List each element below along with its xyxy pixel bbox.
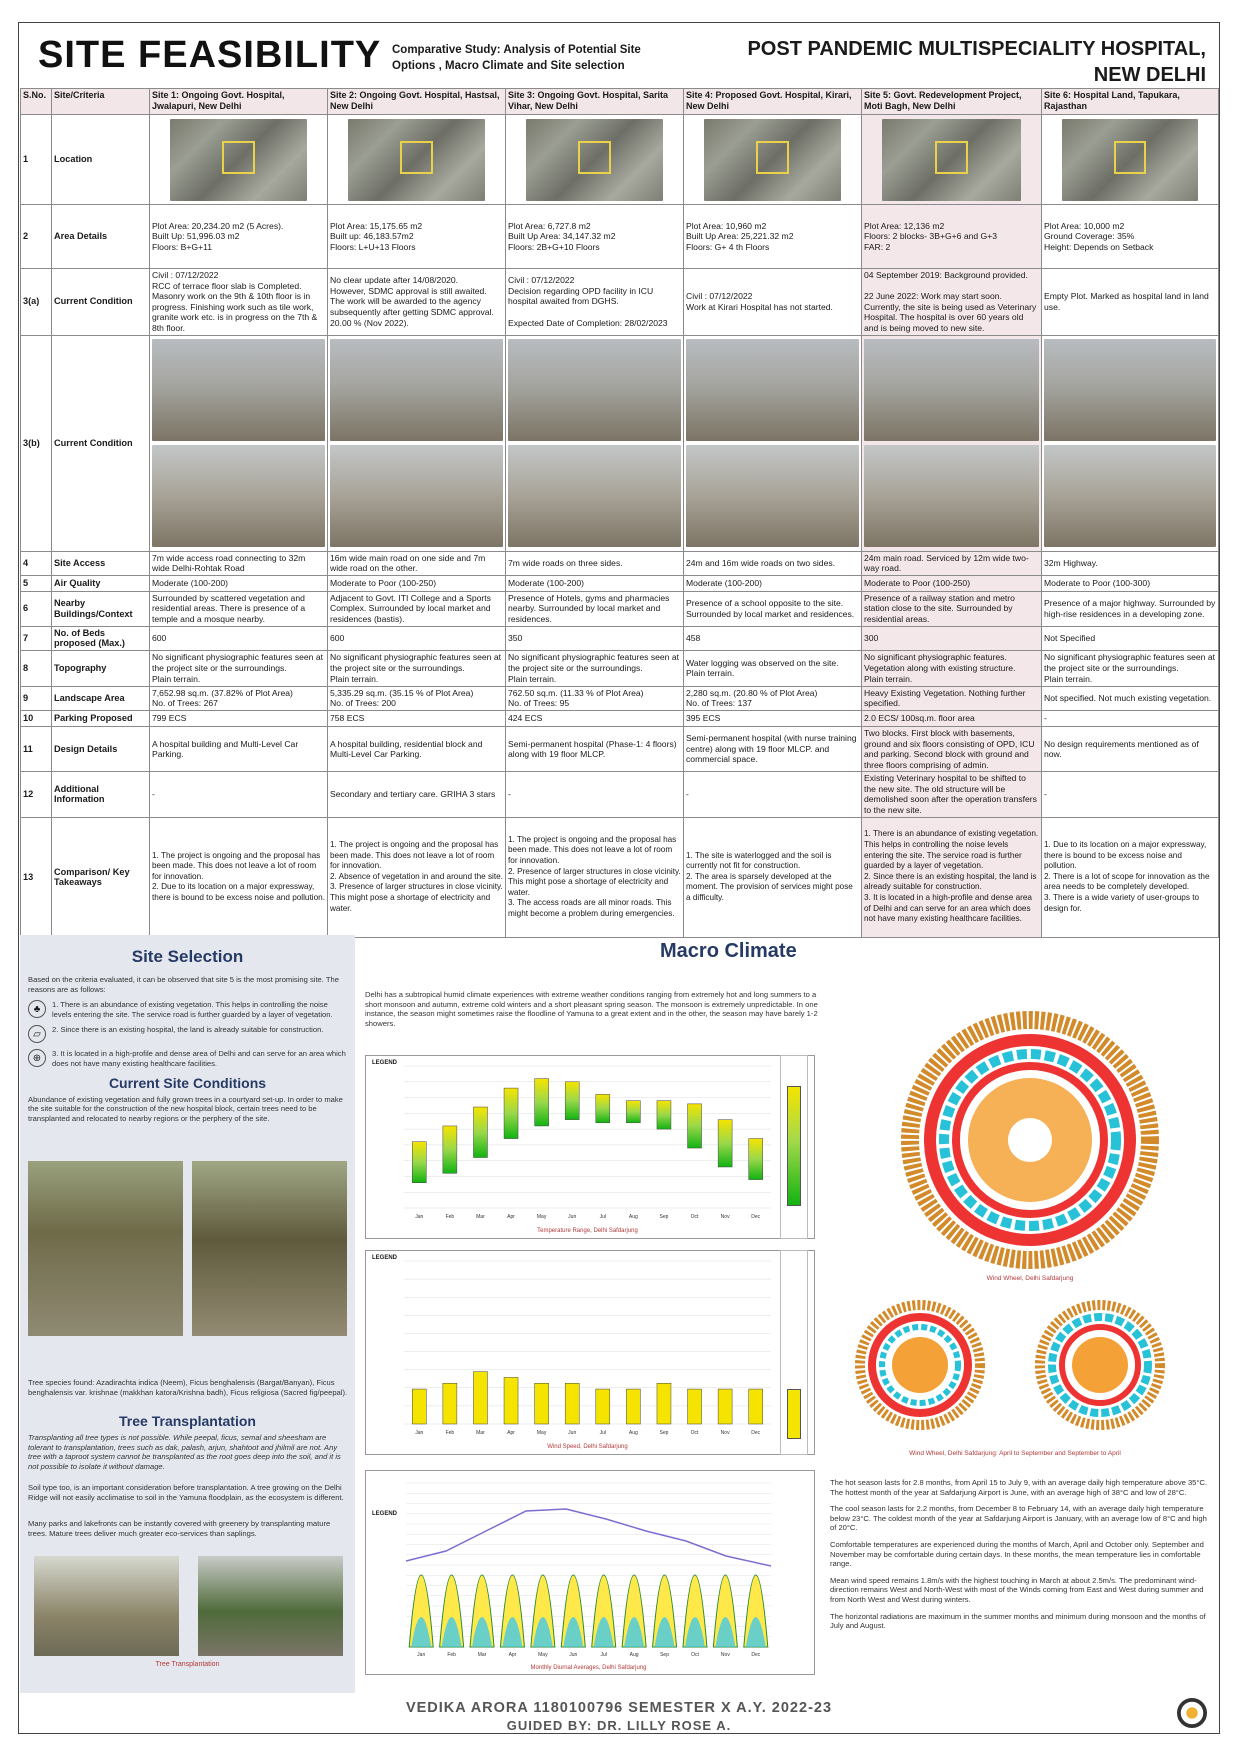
table-cell: Presence of a major highway. Surrounded by high-rise residences in a developing zone. [1042,591,1219,626]
wheel-center [1008,1118,1052,1162]
site-boundary [222,141,255,174]
table-cell: - [1042,710,1219,726]
table-cell: Plot Area: 10,000 m2 Ground Coverage: 35% Height: Depends on Setback [1042,205,1219,269]
table-cell: 24m and 16m wide roads on two sides. [684,551,862,575]
bar-aug [626,1101,640,1123]
row-number: 6 [21,591,52,626]
table-cell: Semi-permanent hospital (with nurse training centre) along with 19 floor MLCP. and commercial space. [684,726,862,771]
climate-p3: Comfortable temperatures are experienced during the months of March, April and October only. September and November may be comfortable during certain days. In these months, the mean temperature lies in comfortable range. [830,1539,1204,1569]
table-row [21,726,1219,771]
site-photo [508,445,681,547]
table-cell: Moderate (100-200) [506,575,684,591]
table-cell: 350 [506,626,684,650]
row-number: 3(a) [21,269,52,336]
table-header-row [21,89,1219,115]
row-number: 8 [21,650,52,686]
transplant-caption: Tree Transplantation [155,1661,220,1668]
wheel-rose [1072,1337,1128,1393]
table-cell: - [506,772,684,817]
table-row [21,817,1219,937]
land-icon: ▱ [28,1025,46,1043]
table-cell: No significant physiographic features seen at the project site or the surroundings. Plain terrain. [328,650,506,686]
aerial-image [348,119,485,201]
chart-legend-title: LEGEND [372,1060,398,1066]
tick-label: Dec [751,1430,761,1436]
reason-item [28,1025,347,1043]
table-cell: 7,652.98 sq.m. (37.82% of Plot Area) No. of Trees: 267 [150,686,328,710]
climate-p5: The horizontal radiations are maximum in the summer months and minimum during monsoon and the months of July and August. [830,1611,1206,1631]
comparison-table [20,88,1219,938]
table-cell: 7m wide access road connecting to 32m wide Delhi-Rohtak Road [150,551,328,575]
globe-icon: ⊕ [28,1049,46,1067]
wind-wheel-winter [1030,1295,1170,1435]
tree-transplantation-title: Tree Transplantation [119,1413,256,1429]
table-row [21,591,1219,626]
table-cell: Moderate (100-200) [684,575,862,591]
tick-label: Jul [599,1430,606,1436]
table-cell: 799 ECS [150,710,328,726]
site-photos [328,335,506,551]
row-number: 7 [21,626,52,650]
table-row [21,626,1219,650]
bar-apr [504,1377,518,1424]
tick-label: Jan [415,1430,424,1436]
tick-label: Apr [507,1430,515,1436]
temperature-line [406,1509,771,1566]
tick-label: Oct [691,1652,699,1658]
annual-temp-box [780,1055,808,1239]
aerial-image [170,119,307,201]
tick-label: Feb [447,1652,456,1658]
table-cell: Presence of Hotels, gyms and pharmacies nearby. Surrounded by local market and residences. [506,591,684,626]
tick-label: Aug [628,1214,638,1220]
row-criteria: Nearby Buildings/Context [52,591,150,626]
bar-mar [473,1372,487,1424]
row-criteria: Parking Proposed [52,710,150,726]
bar-sep [657,1383,671,1424]
reason-text: 3. It is located in a high-profile and dense area of Delhi and can serve for an area which does not have many existing healthcare facilities. [52,1049,346,1068]
row-criteria: Air Quality [52,575,150,591]
table-cell: 04 September 2019: Background provided. 22 June 2022: Work may start soon. Currently, the site is being used as Veterinary Hospital. The hospital is over 60 years old and is being moved to new site. [862,269,1042,336]
row-criteria: Additional Information [52,772,150,817]
row-criteria: Current Condition [52,335,150,551]
site-photo [864,339,1039,441]
wind-wheel-summer [850,1295,990,1435]
header-site-4: Site 4: Proposed Govt. Hospital, Kirari, New Delhi [684,89,862,115]
tick-label: Mar [477,1652,487,1658]
site-photo [864,445,1039,547]
chart-caption: Wind Speed, Delhi Safdarjung [547,1444,628,1450]
bar-aug [626,1389,640,1424]
table-cell: Civil : 07/12/2022 RCC of terrace floor slab is Completed. Masonry work on the 9th & 10th floor is in progress. Finishing work such as tile work, granite work etc. is in progress on the 7th & 8th floor. [150,269,328,336]
table-cell: 458 [684,626,862,650]
tick-label: May [538,1652,548,1658]
site-photos [1042,335,1219,551]
table-cell: 2.0 ECS/ 100sq.m. floor area [862,710,1042,726]
row-criteria: Comparison/ Key Takeaways [52,817,150,937]
reason-item [28,1049,347,1068]
table-cell: Moderate to Poor (100-250) [328,575,506,591]
diurnal-chart [366,1471,816,1676]
tick-label: Mar [476,1430,485,1436]
table-cell: Moderate (100-200) [150,575,328,591]
bar-feb [443,1126,457,1173]
annual-wind-box [780,1250,808,1455]
table-cell: Heavy Existing Vegetation. Nothing further specified. [862,686,1042,710]
annual-temp-bar [787,1086,801,1206]
tick-label: May [536,1430,547,1436]
chart-legend-title: LEGEND [372,1255,398,1261]
tick-label: Sep [659,1214,669,1220]
wind-wheel-caption: Wind Wheel, Delhi Safdarjung [986,1275,1074,1282]
site-photo [508,339,681,441]
header-sno: S.No. [21,89,52,115]
site-aerial-map [150,115,328,205]
site-photo [686,339,859,441]
bar-feb [443,1383,457,1424]
site-boundary [756,141,789,174]
table-row [21,551,1219,575]
site-aerial-map [684,115,862,205]
table-cell: No significant physiographic features seen at the project site or the surroundings. Plain terrain. [506,650,684,686]
tick-label: Aug [629,1652,639,1658]
bar-may [535,1383,549,1424]
site-aerial-map [862,115,1042,205]
chart-caption: Temperature Range, Delhi Safdarjung [537,1228,638,1234]
table-cell: Semi-permanent hospital (Phase-1: 4 floors) along with 19 floor MLCP. [506,726,684,771]
site-tree-photo-1 [28,1161,183,1336]
transplant-photo-1 [34,1556,179,1656]
university-logo [1177,1698,1207,1728]
bar-mar [473,1107,487,1157]
row-number: 5 [21,575,52,591]
header-site-1: Site 1: Ongoing Govt. Hospital, Jwalapuri, New Delhi [150,89,328,115]
table-cell: 300 [862,626,1042,650]
table-cell: 1. The project is ongoing and the proposal has been made. This does not leave a lot of room for innovation. 2. Presence of larger structures in close vicinity. This might pose a shortage of electricity and water. 3. The access roads are all minor roads. This might become a problem during emergencies. [506,817,684,937]
table-row [21,575,1219,591]
row-criteria: Area Details [52,205,150,269]
table-cell: Existing Veterinary hospital to be shifted to the new site. The old structure will be demolished soon after the operation transfers to the new site. [862,772,1042,817]
site-photo [1044,445,1216,547]
site-photos [862,335,1042,551]
table-cell: Plot Area: 6,727.8 m2 Built Up Area: 34,147.32 m2 Floors: 2B+G+10 Floors [506,205,684,269]
tick-label: Apr [507,1214,515,1220]
table-cell: 758 ECS [328,710,506,726]
tick-label: Feb [445,1430,455,1436]
table-cell: Adjacent to Govt. ITI College and a Sports Complex. Surrounded by local market and residences (bastis). [328,591,506,626]
tick-label: Aug [628,1430,638,1436]
table-cell: 395 ECS [684,710,862,726]
temperature-chart-box [365,1055,815,1239]
page-subtitle: Comparative Study: Analysis of Potential Site Options , Macro Climate and Site selection [392,44,641,72]
table-cell: 32m Highway. [1042,551,1219,575]
site-aerial-map [1042,115,1219,205]
table-row [21,335,1219,551]
tick-label: Jul [600,1652,607,1658]
tick-label: Dec [751,1652,761,1658]
current-site-text: Abundance of existing vegetation and fully grown trees in a courtyard set-up. In order to make the site suitable for the construction of the new hospital block, certain trees need to be transplanted and relocated to nearby regions or the perphery of the site. [28,1094,343,1123]
bar-sep [657,1101,671,1129]
table-cell: 600 [150,626,328,650]
site-photo [152,445,325,547]
aerial-image [526,119,663,201]
header-site-3: Site 3: Ongoing Govt. Hospital, Sarita Vihar, New Delhi [506,89,684,115]
table-cell: - [1042,772,1219,817]
site-selection-panel [20,935,355,1693]
current-site-title: Current Site Conditions [108,1074,267,1091]
table-cell: - [684,772,862,817]
row-criteria: Topography [52,650,150,686]
table-cell: Civil : 07/12/2022 Decision regarding OPD facility in ICU hospital awaited from DGHS. Expected Date of Completion: 28/02/2023 [506,269,684,336]
chart-legend-title: LEGEND [372,1511,398,1517]
project-title: POST PANDEMIC MULTISPECIALITY HOSPITAL, NEW DELHI [747,38,1206,86]
site-selection-intro: Based on the criteria evaluated, it can be observed that site 5 is the most promising site. The reasons are as follows: [28,975,339,994]
table-cell: 762.50 sq.m. (11.33 % of Plot Area) No. of Trees: 95 [506,686,684,710]
footer-line-2: GUIDED BY: DR. LILLY ROSE A. [506,1718,732,1733]
row-criteria: Site Access [52,551,150,575]
table-cell: - [150,772,328,817]
table-cell: 7m wide roads on three sides. [506,551,684,575]
table-row [21,269,1219,336]
climate-p2: The cool season lasts for 2.2 months, from December 8 to February 14, with an average daily high temperature below 23°C. The coldest month of the year at Safdarjung Airport is January, with an average low of 8°C and high of 20°C. [830,1504,1207,1533]
row-number: 2 [21,205,52,269]
tick-label: Nov [720,1214,730,1220]
macro-climate-title: Macro Climate [660,940,797,962]
row-number: 9 [21,686,52,710]
site-selection-title: Site Selection [131,947,244,966]
row-criteria: Design Details [52,726,150,771]
table-row [21,710,1219,726]
tree-p2: Soil type too, is an important consideration before transplantation. A tree growing on the Delhi Ridge will not easily acclimatise to soil in the Yamuna floodplain, as the ecosystem is different. [28,1483,344,1502]
bar-jan [412,1389,426,1424]
bar-jul [596,1094,610,1122]
site-boundary [935,141,968,174]
page-title: SITE FEASIBILITY [38,34,382,76]
row-number: 10 [21,710,52,726]
site-aerial-map [506,115,684,205]
site-photo [1044,339,1216,441]
table-cell: 1. The project is ongoing and the proposal has been made. This does not leave a lot of room for innovation. 2. Absence of vegetation in and around the site. 3. Presence of larger structures in close vicinity. This might pose a shortage of electricity and water. [328,817,506,937]
table-cell: Presence of a school opposite to the site. Surrounded by local market and residences. [684,591,862,626]
reason-item [28,1000,347,1019]
tick-label: Jan [415,1214,424,1220]
diurnal-chart-box [365,1470,815,1675]
aerial-image [704,119,841,201]
table-cell: Plot Area: 10,960 m2 Built Up Area: 25,221.32 m2 Floors: G+ 4 th Floors [684,205,862,269]
row-criteria: Landscape Area [52,686,150,710]
row-number: 12 [21,772,52,817]
site-photo [330,445,503,547]
table-cell: 1. There is an abundance of existing vegetation. This helps in controlling the noise levels entering the site. The service road is further guarded by a layer of vegetation. 2. Since there is an existing hospital, the land is already suitable for construction. 3. It is located in a high-profile and dense area of Delhi and can serve for an area which does not have many existing healthcare facilities. [862,817,1042,937]
aerial-image [1062,119,1198,201]
row-number: 11 [21,726,52,771]
bar-oct [688,1104,702,1148]
site-photo [152,339,325,441]
table-cell: Civil : 07/12/2022 Work at Kirari Hospital has not started. [684,269,862,336]
table-cell: No significant physiographic features seen at the project site or the surroundings. Plain terrain. [1042,650,1219,686]
site-boundary [578,141,611,174]
site-photos [150,335,328,551]
site-photos [684,335,862,551]
reason-text: 1. There is an abundance of existing vegetation. This helps in controlling the noise levels entering the site. The service road is further guarded by a layer of vegetation. [52,1000,333,1019]
table-cell: Not specified. Not much existing vegetation. [1042,686,1219,710]
table-row [21,205,1219,269]
site-boundary [1114,141,1147,174]
wind-speed-chart [366,1251,816,1456]
table-cell: A hospital building, residential block and Multi-Level Car Parking. [328,726,506,771]
chart-caption: Monthly Diurnal Averages, Delhi Safdarjung [530,1665,647,1671]
wind-wheel-main [890,990,1170,1275]
table-row [21,115,1219,205]
table-cell: Plot Area: 15,175.65 m2 Built up: 46,183.57m2 Floors: L+U+13 Floors [328,205,506,269]
table-cell: Plot Area: 20,234.20 m2 (5 Acres). Built Up: 51,996.03 m2 Floors: B+G+11 [150,205,328,269]
site-boundary [400,141,433,174]
table-row [21,686,1219,710]
table-cell: Moderate to Poor (100-300) [1042,575,1219,591]
bar-may [535,1079,549,1126]
header-site-6: Site 6: Hospital Land, Tapukara, Rajasthan [1042,89,1219,115]
table-cell: Moderate to Poor (100-250) [862,575,1042,591]
table-cell: 1. The site is waterlogged and the soil is currently not fit for construction. 2. The area is sparsely developed at the moment. The provision of services might pose a difficulty. [684,817,862,937]
wind-speed-chart-box [365,1250,815,1455]
climate-notes [830,1478,1215,1631]
bar-dec [749,1389,763,1424]
tree-icon: ♣ [28,1000,46,1018]
table-cell: 424 ECS [506,710,684,726]
tick-label: Feb [445,1214,455,1220]
transplant-photo-2 [198,1556,343,1656]
row-number: 1 [21,115,52,205]
table-cell: No clear update after 14/08/2020. However, SDMC approval is still awaited. The work will be awarded to the agency subsequently after getting SDMC approval. 20.00 % (Nov 2022). [328,269,506,336]
climate-p1: The hot season lasts for 2.8 months, from April 15 to July 9, with an average daily high temperature above 35°C. The hottest month of the year at Safdarjung Airport is June, with an average high of 38°C and low of 28°C. [830,1478,1208,1497]
site-photo [330,339,503,441]
table-cell: Empty Plot. Marked as hospital land in land use. [1042,269,1219,336]
tick-label: Apr [508,1652,517,1658]
reason-text: 2. Since there is an existing hospital, the land is already suitable for construction. [52,1025,324,1035]
wind-wheel-2-caption: Wind Wheel, Delhi Safdarjung: April to September and September to April [909,1450,1121,1457]
table-cell: 1. Due to its location on a major expressway, there is bound to be excess noise and pollution. 2. There is a lot of scope for innovation as the area needs to be completely developed. 3. There is a wide variety of user-groups to design for. [1042,817,1219,937]
table-row [21,772,1219,817]
site-tree-photo-2 [192,1161,347,1336]
row-criteria: Current Condition [52,269,150,336]
bar-dec [749,1139,763,1180]
climate-p4: Mean wind speed remains 1.8m/s with the highest touching in March at about 2.5m/s. The predominant wind-direction remains West and North-West with most of the Winds coming from East and West during summer and from North West and West during winters. [830,1575,1204,1604]
bar-jun [565,1082,579,1120]
row-criteria: No. of Beds proposed (Max.) [52,626,150,650]
header-site-5: Site 5: Govt. Redevelopment Project, Moti Bagh, New Delhi [862,89,1042,115]
bar-oct [688,1389,702,1424]
bar-jun [565,1383,579,1424]
table-cell: 600 [328,626,506,650]
aerial-image [882,119,1021,201]
annual-wind-bar [787,1389,801,1439]
tick-label: Nov [720,1652,730,1658]
tree-p3: Many parks and lakefronts can be instantly covered with greenery by transplanting mature trees. Mature trees deliver much greater eco-services than saplings. [28,1519,331,1538]
tick-label: Jul [599,1214,606,1220]
table-cell: 1. The project is ongoing and the proposal has been made. This does not leave a lot of room for innovation. 2. Due to its location on a major expressway, there is bound to be excess noise and pollution. [150,817,328,937]
tick-label: Oct [690,1430,699,1436]
tick-label: Jun [568,1430,577,1436]
tick-label: Jun [568,1214,577,1220]
tree-p1: Transplanting all tree types is not possible. While peepal, ficus, semal and sheesham are tolerant to transplantation, trees such as dak, palash, arjun, shahtoot and jhilmil are not. Any tree with a taproot system cannot be transplanted as the root goes deep into the soil, and it is not possible to isolate it without damage. [28,1433,341,1471]
tree-species-text: Tree species found: Azadirachta indica (Neem), Ficus benghalensis (Bargat/Banyan), Ficus benghalensis var. krishnae (makkhan katora/Krishna badh), Ficus religiosa (Sacred fig/peepal). [28,1378,348,1397]
table-cell: No significant physiographic features seen at the project site or the surroundings. Plain terrain. [150,650,328,686]
table-cell: Presence of a railway station and metro station close to the site. Surrounded by residential areas. [862,591,1042,626]
row-number: 13 [21,817,52,937]
tick-label: Mar [476,1214,485,1220]
tick-label: Oct [690,1214,699,1220]
bar-apr [504,1088,518,1138]
site-photo [686,445,859,547]
footer-line-1: VEDIKA ARORA 1180100796 SEMESTER X A.Y. 2022-23 [405,1700,833,1716]
tick-label: May [536,1214,547,1220]
table-cell: A hospital building and Multi-Level Car Parking. [150,726,328,771]
bar-nov [718,1120,732,1167]
tick-label: Sep [660,1652,669,1658]
macro-intro: Delhi has a subtropical humid climate experiences with extreme weather conditions ranging from extremely hot and long summers to a short monsoon and autumn, extreme cold winters and a short pleasant spring season. The monsoon is extremely unpredictable. In one instance, the season might sometimes raise the floodline of Yamuna to a great extent and in the other, the season may have barely 1-2 showers. [365,990,818,1028]
tick-label: Nov [720,1430,730,1436]
table-cell: Surrounded by scattered vegetation and residential areas. There is presence of a temple and a mosque nearby. [150,591,328,626]
table-cell: No significant physiographic features. Vegetation along with existing structure. Plain terrain. [862,650,1042,686]
table-cell: Plot Area: 12,136 m2 Floors: 2 blocks- 3B+G+6 and G+3 FAR: 2 [862,205,1042,269]
temperature-chart [366,1056,816,1240]
table-cell: 5,335.29 sq.m. (35.15 % of Plot Area) No. of Trees: 200 [328,686,506,710]
tick-label: Dec [751,1214,761,1220]
table-cell: Two blocks. First block with basements, ground and six floors consisting of OPD, ICU and parking. Second block with ground and three floors comprising of admin. [862,726,1042,771]
bar-nov [718,1389,732,1424]
tick-label: Jun [569,1652,578,1658]
row-number: 4 [21,551,52,575]
wheel-rose [892,1337,948,1393]
table-cell: No design requirements mentioned as of now. [1042,726,1219,771]
site-photos [506,335,684,551]
header-site-2: Site 2: Ongoing Govt. Hospital, Hastsal, New Delhi [328,89,506,115]
row-criteria: Location [52,115,150,205]
table-cell: Secondary and tertiary care. GRIHA 3 stars [328,772,506,817]
table-cell: 16m wide main road on one side and 7m wide road on the other. [328,551,506,575]
table-cell: 24m main road. Serviced by 12m wide two-way road. [862,551,1042,575]
table-cell: Water logging was observed on the site. Plain terrain. [684,650,862,686]
table-cell: Not Specified [1042,626,1219,650]
tick-label: Jan [417,1652,426,1658]
row-number: 3(b) [21,335,52,551]
table-cell: 2,280 sq.m. (20.80 % of Plot Area) No. of Trees: 137 [684,686,862,710]
site-aerial-map [328,115,506,205]
bar-jul [596,1389,610,1424]
table-row [21,650,1219,686]
tick-label: Sep [659,1430,669,1436]
header-criteria: Site/Criteria [52,89,150,115]
bar-jan [412,1142,426,1183]
